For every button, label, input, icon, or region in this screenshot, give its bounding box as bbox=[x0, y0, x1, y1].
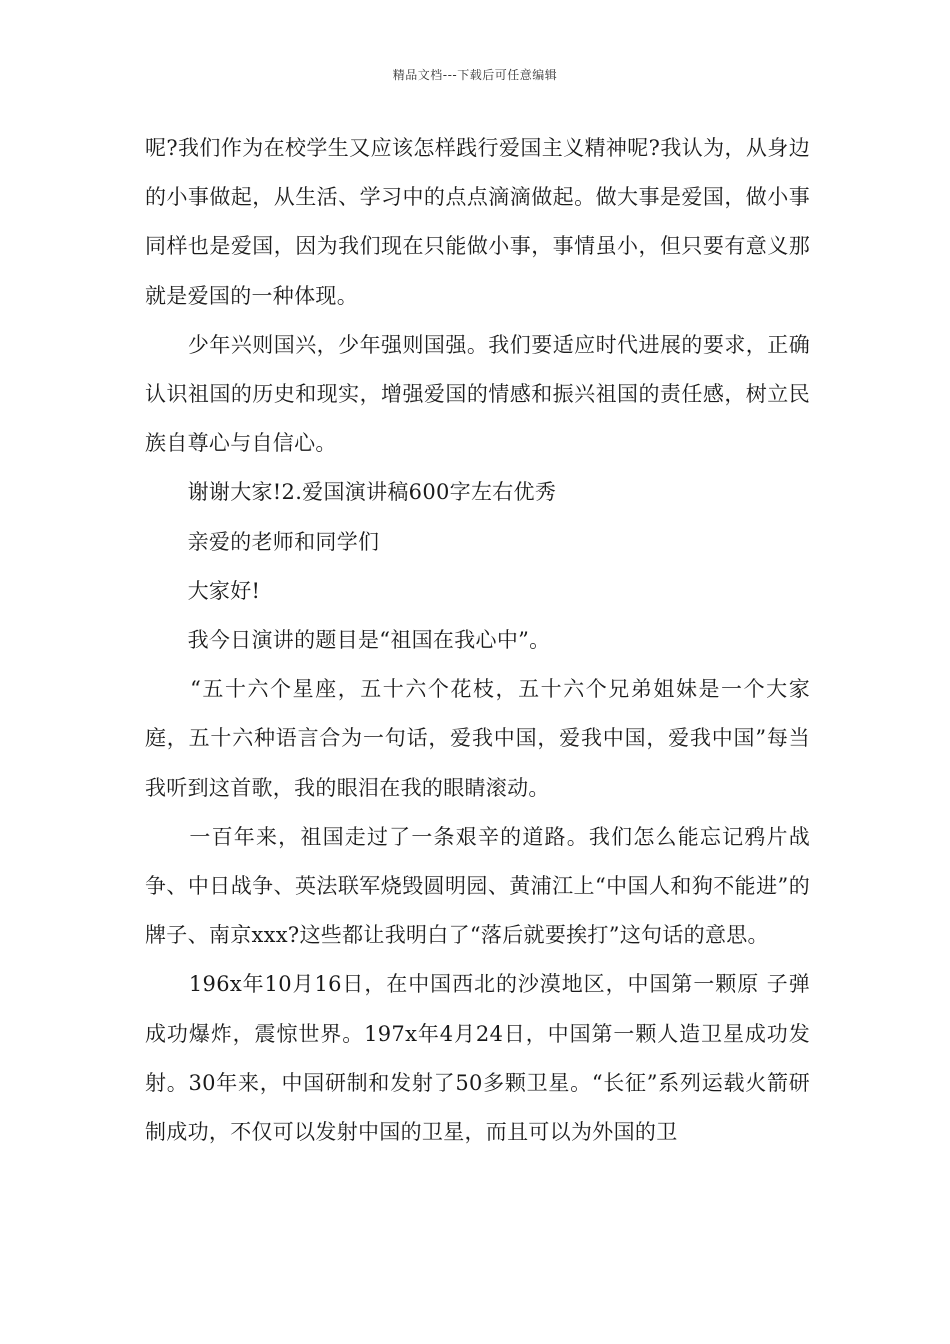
paragraph-3: 谢谢大家!2.爱国演讲稿600字左右优秀 bbox=[145, 480, 557, 505]
paragraph-9: 196x年10月16日，在中国西北的沙漠地区，中国第一颗原 子弹成功爆炸，震惊世界。197x年4月24日，中国第一颗人造卫星成功发射。30年来，中国研制和发射了50多颗卫星。“长征”系列运载火箭研制成功，不仅可以发射中国的卫星，而且可以为外国的卫 bbox=[145, 972, 810, 1145]
paragraph-2: 少年兴则国兴，少年强则国强。我们要适应时代进展的要求，正确认识祖国的历史和现实，增强爱国的情感和振兴祖国的责任感，树立民族自尊心与自信心。 bbox=[145, 332, 810, 456]
paragraph-5: 大家好! bbox=[145, 578, 261, 603]
paragraph-4: 亲爱的老师和同学们 bbox=[145, 529, 380, 554]
document-body bbox=[145, 124, 810, 1157]
paragraph-8: 一百年来，祖国走过了一条艰辛的道路。我们怎么能忘记鸦片战争、中日战争、英法联军烧毁圆明园、黄浦江上“中国人和狗不能进”的牌子、南京xxx?这些都让我明白了“落后就要挨打”这句话的意思。 bbox=[145, 824, 810, 948]
paragraph-7: “五十六个星座，五十六个花枝，五十六个兄弟姐妹是一个大家庭，五十六种语言合为一句话，爱我中国，爱我中国，爱我中国”每当我听到这首歌，我的眼泪在我的眼睛滚动。 bbox=[145, 677, 810, 800]
paragraph-6: 我今日演讲的题目是“祖国在我心中”。 bbox=[145, 628, 551, 653]
page-header: 精品文档---下载后可任意编辑 bbox=[392, 68, 558, 82]
paragraph-1: 呢?我们作为在校学生又应该怎样践行爱国主义精神呢?我认为，从身边的小事做起，从生活、学习中的点点滴滴做起。做大事是爱国，做小事同样也是爱国，因为我们现在只能做小事，事情虽小，但只要有意义那就是爱国的一种体现。 bbox=[145, 136, 810, 308]
